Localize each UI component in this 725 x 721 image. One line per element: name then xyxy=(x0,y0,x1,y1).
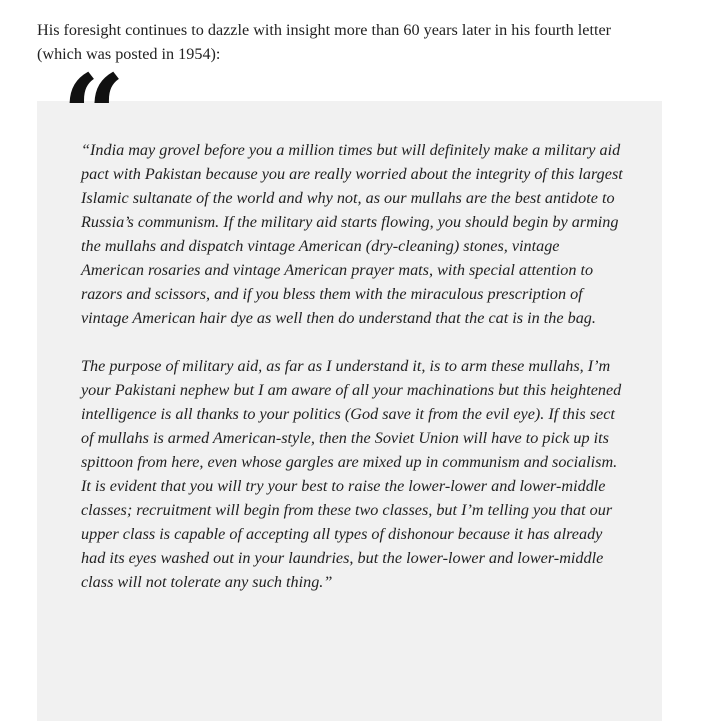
quote-paragraph-2: The purpose of military aid, as far as I understand it, is to arm these mullahs, I’m your Pakistani nephew but I am aware of all your machinations but this heightened intelligence is all thanks to your politics (God save it from the evil eye). If this sect of mullahs is armed American-style, then the Soviet Union will have to pick up its spittoon from here, even whose gargles are mixed up in communism and socialism. It is evident that you will try your best to raise the lower-lower and lower-middle classes; recruitment will begin from these two classes, but I’m telling you that our upper class is capable of accepting all types of dishonour because it has already had its eyes washed out in your laundries, but the lower-lower and lower-middle class will not tolerate any such thing.” xyxy=(81,357,622,591)
quote-mark-icon: “ xyxy=(62,50,120,179)
quote-paragraph-1: “India may grovel before you a million times but will definitely make a military aid pact with Pakistan because you are really worried about the integrity of this largest Islamic sultanate of the world and why not, as our mullahs are the best antidote to Russia’s communism. If the military aid starts flowing, you should begin by arming the mullahs and dispatch vintage American (dry-cleaning) stones, vintage American rosaries and vintage American prayer mats, with special attention to razors and scissors, and if you bless them with the miraculous prescription of vintage American hair dye as well then do understand that the cat is in the bag. xyxy=(81,141,623,327)
intro-paragraph: His foresight continues to dazzle with insight more than 60 years later in his fourth letter (which was posted in 1954): xyxy=(37,21,612,63)
blockquote-text xyxy=(81,138,626,618)
